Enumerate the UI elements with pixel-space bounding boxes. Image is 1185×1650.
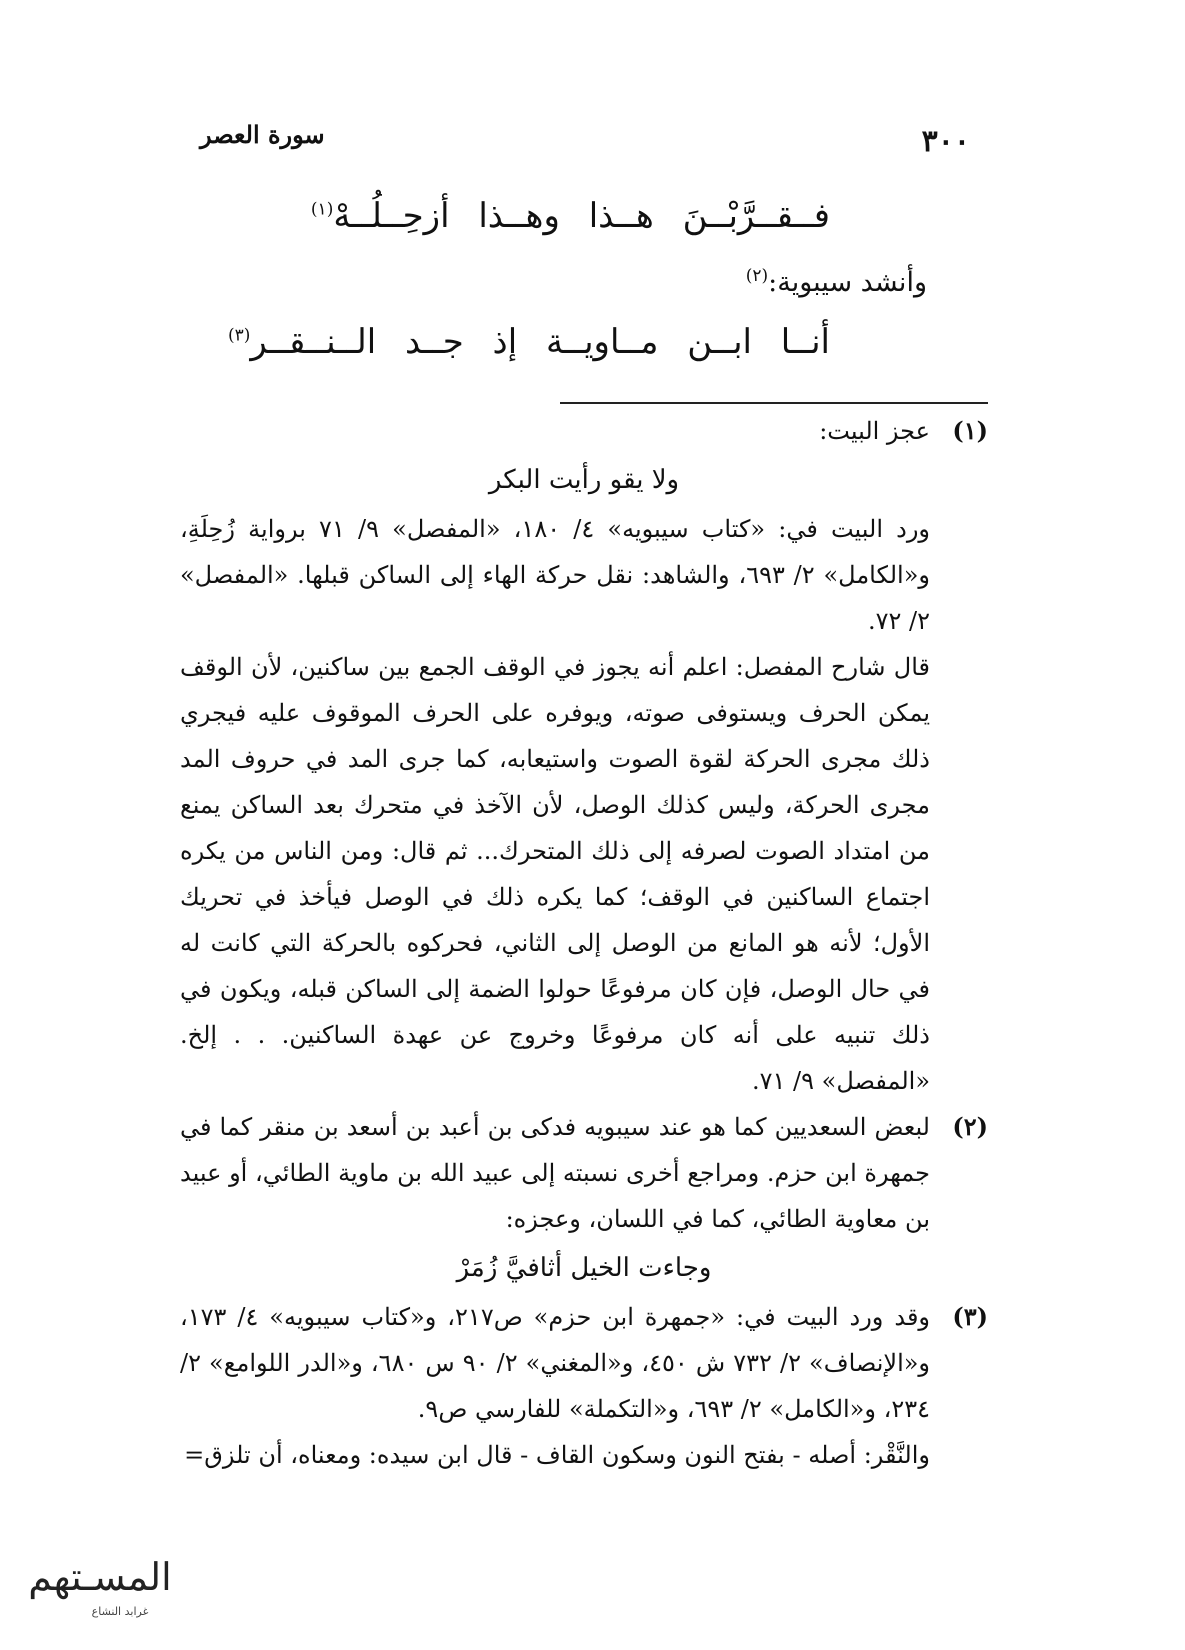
stamp-small-text: غرابد النشاع <box>91 1605 149 1618</box>
stamp-main-text: المسـتهم <box>28 1555 172 1599</box>
footnote-ref-1: (١) <box>310 199 334 220</box>
footnote-paragraph: لبعض السعديين كما هو عند سيبويه فدكى بن أعبد بن أسعد بن منقر كما في جمهرة ابن حزم. ومراجع أخرى نسبته إلى عبيد الله بن ماوية الطائي، أو عبيد بن معاوية الطائي، كما في اللسان، وعجزه: <box>180 1113 930 1233</box>
footnote-number: (١) <box>952 416 988 445</box>
footnote-paragraph: وقد ورد البيت في: «جمهرة ابن حزم» ص٢١٧، و«كتاب سيبويه» ٤/ ١٧٣، و«الإنصاف» ٢/ ٧٣٢ ش ٤٥٠، و«المغني» ٢/ ٩٠ س ٦٨٠، و«الدر اللوامع» ٢/ ٢٣٤، و«الكامل» ٢/ ٦٩٣، و«التكملة» للفارسي ص٩. <box>180 1303 931 1423</box>
verse-text: فــقــرَّبْــنَ هــذا وهــذا أزحِــلُــهْ <box>333 196 830 236</box>
footnote-separator <box>560 402 988 404</box>
footnote-verse: ولا يقو رأيت البكر <box>488 465 680 495</box>
footnote-heading: عجز البيت: <box>819 417 930 445</box>
footnote-ref-3: (٣) <box>227 325 251 346</box>
footnote-1 <box>180 408 988 454</box>
footnote-paragraph: ورد البيت في: «كتاب سيبويه» ٤/ ١٨٠، «المفصل» ٩/ ٧١ برواية زُحِلَةِ، و«الكامل» ٢/ ٦٩٣، والشاهد: نقل حركة الهاء إلى الساكن قبلها. «المفصل» ٢/ ٧٢. <box>180 515 931 635</box>
footnote-number: (٢) <box>952 1112 988 1141</box>
sibawayh-intro <box>746 266 927 298</box>
verse-text: أنــا ابــن مــاويــة إذ جــد الــنــقــر <box>250 322 830 362</box>
library-stamp-logo <box>10 1535 190 1625</box>
footnote-paragraph: قال شارح المفصل: اعلم أنه يجوز في الوقف الجمع بين ساكنين، لأن الوقف يمكن الحرف ويستوفى صوته، ويوفره على الحرف الموقوف عليه فيجري ذلك مجرى الحركة لقوة الصوت واستيعابه، كما جرى المد في حروف المد مجرى الحركة، وليس كذلك الوصل، لأن الآخذ في متحرك بعد الساكن يمنع من امتداد الصوت لصرفه إلى ذلك المتحرك... ثم قال: ومن الناس من يكره اجتماع الساكنين في الوقف؛ كما يكره ذلك في الوصل فيأخذ في تحريك الأول؛ لأنه هو المانع من الوصل إلى الثاني، فحركوه بالحركة التي كانت له في حال الوصل، فإن كان مرفوعًا حولوا الضمة إلى الساكن قبله، ويكون في ذلك تنبيه على أنه كان مرفوعًا وخروج عن عهدة الساكنين. . . إلخ. «المفصل» ٩/ ٧١. <box>180 653 930 1095</box>
page-number: ٣٠٠ <box>921 124 970 159</box>
intro-text: وأنشد سيبوية: <box>768 267 927 298</box>
verse-line-1 <box>311 196 830 236</box>
footnote-paragraph: والنَّقْر: أصله - بفتح النون وسكون القاف - قال ابن سيده: ومعناه، أن تلزق= <box>184 1441 930 1469</box>
footnotes <box>180 408 988 1478</box>
footnote-number: (٣) <box>952 1302 988 1331</box>
footnote-2 <box>180 1104 988 1242</box>
verse-line-2 <box>228 322 830 362</box>
footnote-ref-2: (٢) <box>745 266 769 286</box>
surah-title: سورة العصر <box>200 120 325 149</box>
footnote-verse: وجاءت الخيل أثافيَّ زُمَرْ <box>456 1253 712 1283</box>
footnote-3 <box>180 1294 988 1432</box>
